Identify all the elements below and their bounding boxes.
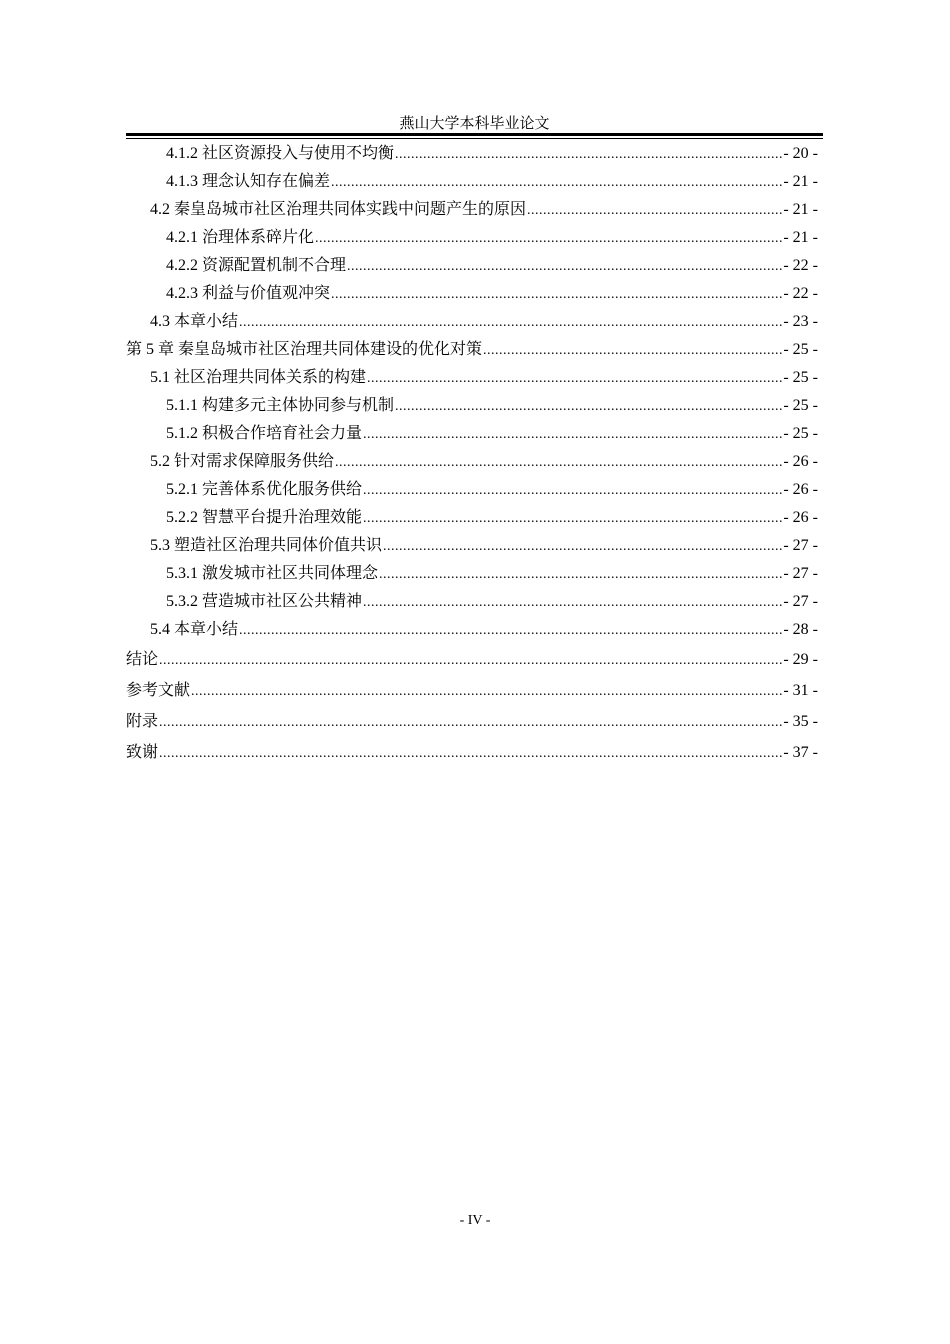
toc-entry-page: - 21 -	[783, 173, 818, 190]
toc-entry-number: 4.2.1	[166, 229, 198, 246]
toc-entry[interactable]	[126, 391, 818, 419]
toc-leader-dots	[363, 477, 782, 503]
toc-entry-page: - 22 -	[783, 285, 818, 302]
toc-entry-title: 秦皇岛城市社区治理共同体建设的优化对策	[178, 339, 483, 358]
toc-leader-dots	[159, 645, 782, 674]
toc-entry-number: 5.2.1	[166, 481, 198, 498]
toc-entry-title: 本章小结	[174, 619, 239, 638]
toc-entry-title: 结论	[126, 649, 159, 668]
toc-entry-number: 4.3	[150, 313, 170, 330]
toc-leader-dots	[383, 533, 782, 559]
toc-entry[interactable]	[126, 503, 818, 531]
toc-entry-page: - 26 -	[783, 481, 818, 498]
toc-leader-dots	[483, 337, 782, 363]
toc-leader-dots	[363, 421, 782, 447]
toc-entry[interactable]	[126, 195, 818, 223]
toc-entry-title: 针对需求保障服务供给	[174, 451, 335, 470]
toc-entry-title: 完善体系优化服务供给	[202, 479, 363, 498]
toc-entry-number: 4.1.2	[166, 145, 198, 162]
toc-entry[interactable]	[126, 587, 818, 615]
toc-entry[interactable]	[126, 139, 818, 167]
toc-entry[interactable]	[126, 674, 818, 705]
toc-leader-dots	[527, 197, 782, 223]
toc-leader-dots	[395, 393, 782, 419]
toc-entry-page: - 29 -	[783, 651, 818, 668]
toc-entry-page: - 25 -	[783, 369, 818, 386]
toc-leader-dots	[239, 617, 782, 643]
toc-entry-number: 5.4	[150, 621, 170, 638]
toc-entry-title: 致谢	[126, 742, 159, 761]
toc-leader-dots	[331, 281, 782, 307]
toc-entry-page: - 25 -	[783, 425, 818, 442]
table-of-contents	[126, 139, 818, 767]
toc-entry-page: - 20 -	[783, 145, 818, 162]
toc-leader-dots	[335, 449, 782, 475]
toc-entry[interactable]	[126, 615, 818, 643]
running-header: 燕山大学本科毕业论文	[399, 114, 550, 132]
toc-entry[interactable]	[126, 559, 818, 587]
page-number: - IV -	[459, 1213, 491, 1228]
toc-leader-dots	[239, 309, 782, 335]
toc-entry-title: 积极合作培育社会力量	[202, 423, 363, 442]
toc-entry-title: 本章小结	[174, 311, 239, 330]
toc-entry-title: 智慧平台提升治理效能	[202, 507, 363, 526]
toc-leader-dots	[315, 225, 782, 251]
toc-entry[interactable]	[126, 736, 818, 767]
toc-entry-page: - 27 -	[783, 537, 818, 554]
toc-entry-page: - 21 -	[783, 229, 818, 246]
toc-entry[interactable]	[126, 251, 818, 279]
toc-entry-title: 社区治理共同体关系的构建	[174, 367, 367, 386]
toc-entry-page: - 31 -	[783, 682, 818, 699]
toc-entry-title: 塑造社区治理共同体价值共识	[174, 535, 383, 554]
toc-entry-page: - 25 -	[783, 341, 818, 358]
toc-entry-page: - 35 -	[783, 713, 818, 730]
toc-leader-dots	[191, 676, 782, 705]
toc-entry-title: 构建多元主体协同参与机制	[202, 395, 395, 414]
toc-entry-title: 激发城市社区共同体理念	[202, 563, 379, 582]
toc-leader-dots	[159, 707, 782, 736]
toc-entry[interactable]	[126, 223, 818, 251]
toc-entry-number: 5.1.2	[166, 425, 198, 442]
toc-leader-dots	[331, 169, 782, 195]
toc-leader-dots	[367, 365, 782, 391]
toc-entry-number: 4.2	[150, 201, 170, 218]
toc-entry-page: - 22 -	[783, 257, 818, 274]
toc-entry-page: - 21 -	[783, 201, 818, 218]
toc-entry-page: - 26 -	[783, 509, 818, 526]
toc-entry-title: 秦皇岛城市社区治理共同体实践中问题产生的原因	[174, 199, 527, 218]
toc-entry-page: - 28 -	[783, 621, 818, 638]
toc-entry-number: 5.1.1	[166, 397, 198, 414]
toc-entry-number: 5.3.1	[166, 565, 198, 582]
toc-entry-title: 附录	[126, 711, 159, 730]
toc-entry-page: - 23 -	[783, 313, 818, 330]
toc-entry-title: 资源配置机制不合理	[202, 255, 347, 274]
toc-entry-number: 5.2.2	[166, 509, 198, 526]
toc-entry[interactable]	[126, 307, 818, 335]
toc-leader-dots	[395, 141, 782, 167]
toc-entry[interactable]	[126, 643, 818, 674]
toc-entry-page: - 27 -	[783, 593, 818, 610]
toc-entry-title: 参考文献	[126, 680, 191, 699]
toc-entry-number: 第 5 章	[126, 341, 175, 358]
toc-leader-dots	[363, 505, 782, 531]
toc-entry-number: 4.1.3	[166, 173, 198, 190]
toc-entry-number: 5.2	[150, 453, 170, 470]
toc-entry-number: 4.2.3	[166, 285, 198, 302]
toc-entry-title: 治理体系碎片化	[202, 227, 315, 246]
toc-entry-number: 4.2.2	[166, 257, 198, 274]
header-rule-thick	[126, 133, 823, 136]
toc-entry-title: 社区资源投入与使用不均衡	[202, 143, 395, 162]
toc-entry[interactable]	[126, 447, 818, 475]
toc-entry-page: - 26 -	[783, 453, 818, 470]
toc-entry-title: 营造城市社区公共精神	[202, 591, 363, 610]
toc-entry-page: - 25 -	[783, 397, 818, 414]
toc-entry-page: - 27 -	[783, 565, 818, 582]
toc-entry[interactable]	[126, 531, 818, 559]
toc-leader-dots	[363, 589, 782, 615]
toc-entry-number: 5.3	[150, 537, 170, 554]
toc-leader-dots	[347, 253, 782, 279]
toc-entry[interactable]	[126, 335, 818, 363]
toc-leader-dots	[379, 561, 782, 587]
toc-entry[interactable]	[126, 279, 818, 307]
toc-leader-dots	[159, 738, 782, 767]
toc-entry-title: 利益与价值观冲突	[202, 283, 331, 302]
toc-entry[interactable]	[126, 419, 818, 447]
toc-entry-number: 5.3.2	[166, 593, 198, 610]
toc-entry-number: 5.1	[150, 369, 170, 386]
toc-entry[interactable]	[126, 363, 818, 391]
toc-entry[interactable]	[126, 705, 818, 736]
toc-entry[interactable]	[126, 475, 818, 503]
toc-entry-page: - 37 -	[783, 744, 818, 761]
toc-entry[interactable]	[126, 167, 818, 195]
toc-entry-title: 理念认知存在偏差	[202, 171, 331, 190]
